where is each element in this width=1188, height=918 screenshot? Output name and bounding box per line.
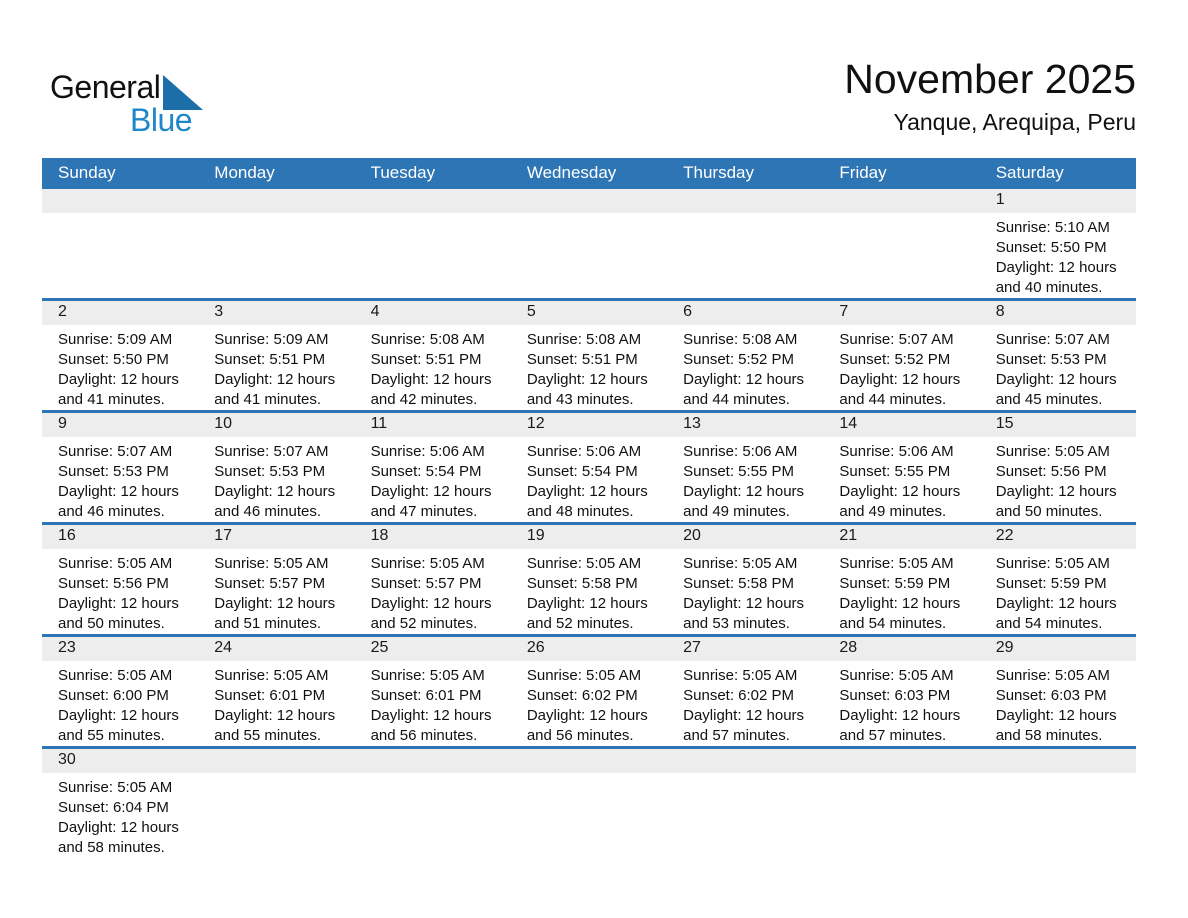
sun-info-line: Sunset: 5:50 PM bbox=[995, 239, 1107, 256]
weekday-header-saturday: Saturday bbox=[980, 158, 1136, 189]
sun-info-line: Sunset: 5:57 PM bbox=[370, 575, 482, 592]
sun-info bbox=[667, 549, 823, 634]
day-number-band: 16 bbox=[42, 525, 198, 549]
sun-info-line: Sunset: 5:52 PM bbox=[683, 351, 795, 368]
day-number-band: 30 bbox=[42, 749, 198, 773]
sun-info-line: and 44 minutes. bbox=[683, 391, 790, 408]
day-cell bbox=[667, 412, 823, 524]
sun-info-line: and 49 minutes. bbox=[839, 503, 947, 520]
general-blue-logo bbox=[50, 70, 203, 136]
sun-info-line: Sunset: 5:57 PM bbox=[214, 575, 326, 592]
sun-info-line: Sunrise: 5:05 AM bbox=[58, 667, 173, 684]
day-number-band: 19 bbox=[511, 525, 667, 549]
sun-info-line: Daylight: 12 hours bbox=[683, 371, 805, 388]
sun-info-line: Daylight: 12 hours bbox=[683, 707, 805, 724]
sun-info-line: Sunrise: 5:07 AM bbox=[839, 331, 954, 348]
sun-info-line: and 44 minutes. bbox=[839, 391, 947, 408]
weekday-header-thursday: Thursday bbox=[667, 158, 823, 189]
sun-info bbox=[42, 437, 198, 522]
sun-info bbox=[198, 549, 354, 634]
sun-info-line: and 41 minutes. bbox=[214, 391, 322, 408]
sun-info bbox=[980, 325, 1136, 410]
sun-info bbox=[823, 549, 979, 634]
day-number-band: 17 bbox=[198, 525, 354, 549]
day-number-band bbox=[198, 749, 354, 773]
day-number-band: 25 bbox=[355, 637, 511, 661]
day-cell bbox=[42, 412, 198, 524]
sun-info bbox=[355, 661, 511, 746]
sun-info-line: Daylight: 12 hours bbox=[683, 483, 805, 500]
day-number-band: 8 bbox=[980, 301, 1136, 325]
day-number-band: 23 bbox=[42, 637, 198, 661]
sun-info-line: Daylight: 12 hours bbox=[370, 595, 492, 612]
sun-info-line: and 57 minutes. bbox=[683, 727, 790, 744]
sun-info-line: Sunrise: 5:06 AM bbox=[526, 443, 642, 460]
sun-info-line: Sunset: 5:52 PM bbox=[839, 351, 951, 368]
sun-info bbox=[42, 661, 198, 746]
day-cell bbox=[980, 189, 1136, 300]
day-cell bbox=[355, 412, 511, 524]
calendar-body bbox=[42, 189, 1136, 858]
day-number-band: 2 bbox=[42, 301, 198, 325]
day-cell bbox=[42, 748, 198, 859]
page-title: November 2025 bbox=[844, 56, 1136, 102]
calendar-table bbox=[42, 158, 1136, 858]
empty-day-cell bbox=[198, 748, 354, 859]
day-cell bbox=[980, 636, 1136, 748]
sun-info-line: and 51 minutes. bbox=[214, 615, 322, 632]
sun-info-line: and 58 minutes. bbox=[58, 839, 165, 856]
sun-info bbox=[511, 437, 667, 522]
sun-info bbox=[355, 437, 511, 522]
sun-info-line: and 41 minutes. bbox=[58, 391, 165, 408]
sun-info-line: Sunset: 5:56 PM bbox=[58, 575, 169, 592]
sun-info-line: Sunset: 5:58 PM bbox=[526, 575, 638, 592]
sun-info bbox=[355, 549, 511, 634]
day-number-band bbox=[980, 749, 1136, 773]
day-number-band bbox=[511, 189, 667, 213]
day-number-band bbox=[42, 189, 198, 213]
sun-info bbox=[667, 325, 823, 410]
day-number-band: 18 bbox=[355, 525, 511, 549]
sun-info-line: Daylight: 12 hours bbox=[214, 707, 336, 724]
day-number-band bbox=[198, 189, 354, 213]
week-row bbox=[42, 412, 1136, 524]
day-cell bbox=[511, 636, 667, 748]
day-cell bbox=[823, 300, 979, 412]
sun-info-line: Sunset: 5:53 PM bbox=[58, 463, 169, 480]
sun-info-line: Sunset: 5:51 PM bbox=[214, 351, 326, 368]
empty-day-cell bbox=[511, 748, 667, 859]
sun-info-line: and 45 minutes. bbox=[995, 391, 1103, 408]
sun-info-line: and 58 minutes. bbox=[995, 727, 1103, 744]
day-number-band bbox=[823, 189, 979, 213]
sun-info-line: Sunset: 5:50 PM bbox=[58, 351, 169, 368]
day-cell bbox=[198, 300, 354, 412]
sun-info bbox=[511, 325, 667, 410]
day-number-band: 20 bbox=[667, 525, 823, 549]
sun-info-line: Sunset: 5:53 PM bbox=[214, 463, 326, 480]
sun-info bbox=[667, 437, 823, 522]
day-number-band: 1 bbox=[980, 189, 1136, 213]
sun-info-line: Sunset: 5:53 PM bbox=[995, 351, 1107, 368]
sun-info-line: Sunrise: 5:05 AM bbox=[370, 555, 485, 572]
sun-info-line: Daylight: 12 hours bbox=[370, 483, 492, 500]
day-number-band: 28 bbox=[823, 637, 979, 661]
empty-day-cell bbox=[667, 189, 823, 300]
sun-info-line: and 46 minutes. bbox=[58, 503, 165, 520]
sun-info-line: Daylight: 12 hours bbox=[839, 371, 961, 388]
day-number-band: 15 bbox=[980, 413, 1136, 437]
sun-info bbox=[511, 549, 667, 634]
day-number-band: 6 bbox=[667, 301, 823, 325]
day-cell bbox=[511, 412, 667, 524]
day-cell bbox=[823, 636, 979, 748]
sun-info bbox=[42, 549, 198, 634]
day-cell bbox=[198, 412, 354, 524]
day-cell bbox=[511, 524, 667, 636]
sun-info-line: Sunset: 6:04 PM bbox=[58, 799, 169, 816]
sun-info bbox=[42, 773, 198, 858]
sun-info-line: Sunrise: 5:05 AM bbox=[683, 667, 798, 684]
sun-info bbox=[511, 661, 667, 746]
day-cell bbox=[823, 524, 979, 636]
day-number-band: 10 bbox=[198, 413, 354, 437]
sun-info bbox=[980, 213, 1136, 298]
day-number-band: 7 bbox=[823, 301, 979, 325]
empty-day-cell bbox=[355, 189, 511, 300]
sun-info-line: Sunrise: 5:08 AM bbox=[526, 331, 642, 348]
sun-info bbox=[198, 661, 354, 746]
sun-info-line: Daylight: 12 hours bbox=[839, 707, 961, 724]
sun-info-line: Sunrise: 5:05 AM bbox=[58, 555, 173, 572]
page-subtitle: Yanque, Arequipa, Peru bbox=[893, 109, 1136, 135]
empty-day-cell bbox=[355, 748, 511, 859]
day-cell bbox=[980, 412, 1136, 524]
sun-info-line: Daylight: 12 hours bbox=[214, 483, 336, 500]
day-cell bbox=[355, 300, 511, 412]
day-number-band: 29 bbox=[980, 637, 1136, 661]
day-number-band: 14 bbox=[823, 413, 979, 437]
sun-info bbox=[667, 661, 823, 746]
sun-info bbox=[198, 325, 354, 410]
day-number-band: 13 bbox=[667, 413, 823, 437]
sun-info-line: Sunrise: 5:05 AM bbox=[526, 555, 642, 572]
sun-info bbox=[355, 325, 511, 410]
sun-info-line: and 43 minutes. bbox=[526, 391, 634, 408]
day-cell bbox=[198, 636, 354, 748]
sun-info-line: and 56 minutes. bbox=[370, 727, 478, 744]
sun-info-line: Sunset: 5:56 PM bbox=[995, 463, 1107, 480]
sun-info-line: Daylight: 12 hours bbox=[58, 483, 179, 500]
day-cell bbox=[667, 524, 823, 636]
week-row bbox=[42, 189, 1136, 300]
day-number-band: 24 bbox=[198, 637, 354, 661]
sun-info-line: Daylight: 12 hours bbox=[58, 819, 179, 836]
sun-info bbox=[980, 549, 1136, 634]
sun-info-line: and 54 minutes. bbox=[839, 615, 947, 632]
day-number-band: 27 bbox=[667, 637, 823, 661]
sun-info-line: and 46 minutes. bbox=[214, 503, 322, 520]
sun-info bbox=[823, 437, 979, 522]
day-cell bbox=[42, 524, 198, 636]
sun-info-line: Sunrise: 5:09 AM bbox=[214, 331, 329, 348]
day-number-band: 5 bbox=[511, 301, 667, 325]
sun-info-line: Sunrise: 5:05 AM bbox=[683, 555, 798, 572]
sun-info-line: Sunrise: 5:07 AM bbox=[214, 443, 329, 460]
sun-info-line: and 40 minutes. bbox=[995, 279, 1103, 296]
empty-day-cell bbox=[667, 748, 823, 859]
day-number-band: 4 bbox=[355, 301, 511, 325]
week-row bbox=[42, 748, 1136, 859]
sun-info bbox=[980, 661, 1136, 746]
sun-info-line: and 56 minutes. bbox=[526, 727, 634, 744]
day-number-band bbox=[823, 749, 979, 773]
sun-info-line: Sunrise: 5:07 AM bbox=[58, 443, 173, 460]
day-cell bbox=[355, 636, 511, 748]
sun-info-line: and 52 minutes. bbox=[370, 615, 478, 632]
sun-info-line: Sunset: 5:54 PM bbox=[526, 463, 638, 480]
sun-info-line: Sunrise: 5:05 AM bbox=[214, 555, 329, 572]
sun-info-line: and 53 minutes. bbox=[683, 615, 790, 632]
sun-info-line: Daylight: 12 hours bbox=[995, 595, 1117, 612]
sun-info-line: Daylight: 12 hours bbox=[995, 707, 1117, 724]
sun-info-line: Daylight: 12 hours bbox=[839, 483, 961, 500]
sun-info-line: Sunrise: 5:08 AM bbox=[370, 331, 485, 348]
day-number-band: 21 bbox=[823, 525, 979, 549]
sun-info-line: and 50 minutes. bbox=[995, 503, 1103, 520]
weekday-header-sunday: Sunday bbox=[42, 158, 198, 189]
sun-info-line: Sunset: 6:01 PM bbox=[214, 687, 326, 704]
day-cell bbox=[667, 636, 823, 748]
sun-info-line: Sunset: 5:51 PM bbox=[370, 351, 482, 368]
sun-info-line: Sunset: 5:55 PM bbox=[683, 463, 795, 480]
sun-info-line: and 57 minutes. bbox=[839, 727, 947, 744]
sun-info-line: Daylight: 12 hours bbox=[58, 595, 179, 612]
empty-day-cell bbox=[42, 189, 198, 300]
sun-info-line: Daylight: 12 hours bbox=[58, 707, 179, 724]
sun-info-line: and 54 minutes. bbox=[995, 615, 1103, 632]
sun-info-line: Sunrise: 5:10 AM bbox=[995, 219, 1110, 236]
sun-info-line: Sunrise: 5:05 AM bbox=[58, 779, 173, 796]
weekday-header-tuesday: Tuesday bbox=[355, 158, 511, 189]
sun-info-line: Sunrise: 5:05 AM bbox=[214, 667, 329, 684]
week-row bbox=[42, 636, 1136, 748]
sun-info-line: Sunrise: 5:08 AM bbox=[683, 331, 798, 348]
sun-info-line: Sunrise: 5:05 AM bbox=[839, 667, 954, 684]
sun-info-line: Sunrise: 5:06 AM bbox=[683, 443, 798, 460]
sun-info-line: Daylight: 12 hours bbox=[526, 595, 648, 612]
empty-day-cell bbox=[980, 748, 1136, 859]
empty-day-cell bbox=[823, 189, 979, 300]
calendar-weekday-header bbox=[42, 158, 1136, 189]
sun-info-line: Sunset: 6:01 PM bbox=[370, 687, 482, 704]
empty-day-cell bbox=[823, 748, 979, 859]
day-cell bbox=[42, 300, 198, 412]
sun-info-line: Sunset: 5:54 PM bbox=[370, 463, 482, 480]
sun-info-line: Sunrise: 5:05 AM bbox=[839, 555, 954, 572]
sun-info-line: Sunrise: 5:09 AM bbox=[58, 331, 173, 348]
weekday-header-monday: Monday bbox=[198, 158, 354, 189]
week-row bbox=[42, 300, 1136, 412]
sun-info-line: and 47 minutes. bbox=[370, 503, 478, 520]
sun-info-line: and 50 minutes. bbox=[58, 615, 165, 632]
sun-info-line: Daylight: 12 hours bbox=[683, 595, 805, 612]
empty-day-cell bbox=[511, 189, 667, 300]
empty-day-cell bbox=[198, 189, 354, 300]
day-number-band: 9 bbox=[42, 413, 198, 437]
weekday-header-wednesday: Wednesday bbox=[511, 158, 667, 189]
week-row bbox=[42, 524, 1136, 636]
sun-info-line: Sunset: 6:02 PM bbox=[683, 687, 795, 704]
sun-info-line: Sunrise: 5:05 AM bbox=[995, 443, 1110, 460]
sun-info-line: Sunrise: 5:06 AM bbox=[839, 443, 954, 460]
sun-info-line: Sunrise: 5:07 AM bbox=[995, 331, 1110, 348]
sun-info-line: Sunset: 6:00 PM bbox=[58, 687, 169, 704]
sun-info-line: Sunset: 5:55 PM bbox=[839, 463, 951, 480]
sun-info-line: Sunset: 5:59 PM bbox=[995, 575, 1107, 592]
day-number-band bbox=[511, 749, 667, 773]
sun-info-line: and 55 minutes. bbox=[58, 727, 165, 744]
sun-info-line: Sunrise: 5:06 AM bbox=[370, 443, 485, 460]
sun-info-line: and 49 minutes. bbox=[683, 503, 790, 520]
sun-info bbox=[823, 661, 979, 746]
weekday-header-friday: Friday bbox=[823, 158, 979, 189]
sun-info-line: Daylight: 12 hours bbox=[214, 595, 336, 612]
day-number-band: 11 bbox=[355, 413, 511, 437]
sun-info-line: and 48 minutes. bbox=[526, 503, 634, 520]
sun-info-line: Sunrise: 5:05 AM bbox=[995, 667, 1110, 684]
day-cell bbox=[823, 412, 979, 524]
logo-text-general: General bbox=[50, 69, 161, 105]
day-cell bbox=[198, 524, 354, 636]
page-header bbox=[0, 0, 1188, 158]
day-cell bbox=[980, 300, 1136, 412]
sun-info-line: and 52 minutes. bbox=[526, 615, 634, 632]
sun-info bbox=[823, 325, 979, 410]
title-block bbox=[844, 56, 1136, 136]
sun-info bbox=[980, 437, 1136, 522]
sun-info-line: Daylight: 12 hours bbox=[526, 483, 648, 500]
day-number-band: 22 bbox=[980, 525, 1136, 549]
day-number-band bbox=[355, 189, 511, 213]
sun-info-line: Daylight: 12 hours bbox=[839, 595, 961, 612]
sun-info-line: Sunset: 5:58 PM bbox=[683, 575, 795, 592]
day-cell bbox=[355, 524, 511, 636]
sun-info-line: Daylight: 12 hours bbox=[58, 371, 179, 388]
sun-info-line: Sunset: 6:03 PM bbox=[839, 687, 951, 704]
day-cell bbox=[667, 300, 823, 412]
sun-info-line: Daylight: 12 hours bbox=[370, 707, 492, 724]
logo-text-blue: Blue bbox=[130, 102, 193, 138]
sun-info-line: Daylight: 12 hours bbox=[995, 483, 1117, 500]
sun-info-line: Daylight: 12 hours bbox=[214, 371, 336, 388]
day-cell bbox=[42, 636, 198, 748]
day-number-band bbox=[667, 189, 823, 213]
day-number-band: 3 bbox=[198, 301, 354, 325]
day-number-band: 26 bbox=[511, 637, 667, 661]
day-number-band: 12 bbox=[511, 413, 667, 437]
day-number-band bbox=[667, 749, 823, 773]
day-cell bbox=[511, 300, 667, 412]
sun-info bbox=[42, 325, 198, 410]
sun-info-line: Daylight: 12 hours bbox=[370, 371, 492, 388]
sun-info bbox=[198, 437, 354, 522]
sun-info-line: Sunrise: 5:05 AM bbox=[370, 667, 485, 684]
sun-info-line: Sunset: 5:51 PM bbox=[526, 351, 638, 368]
sun-info-line: Sunset: 5:59 PM bbox=[839, 575, 951, 592]
sun-info-line: and 42 minutes. bbox=[370, 391, 478, 408]
day-number-band bbox=[355, 749, 511, 773]
sun-info-line: Sunrise: 5:05 AM bbox=[526, 667, 642, 684]
sun-info-line: Daylight: 12 hours bbox=[526, 371, 648, 388]
sun-info-line: Daylight: 12 hours bbox=[995, 259, 1117, 276]
sun-info-line: and 55 minutes. bbox=[214, 727, 322, 744]
day-cell bbox=[980, 524, 1136, 636]
sun-info-line: Sunset: 6:02 PM bbox=[526, 687, 638, 704]
sun-info-line: Daylight: 12 hours bbox=[526, 707, 648, 724]
sun-info-line: Sunrise: 5:05 AM bbox=[995, 555, 1110, 572]
sun-info-line: Daylight: 12 hours bbox=[995, 371, 1117, 388]
sun-info-line: Sunset: 6:03 PM bbox=[995, 687, 1107, 704]
